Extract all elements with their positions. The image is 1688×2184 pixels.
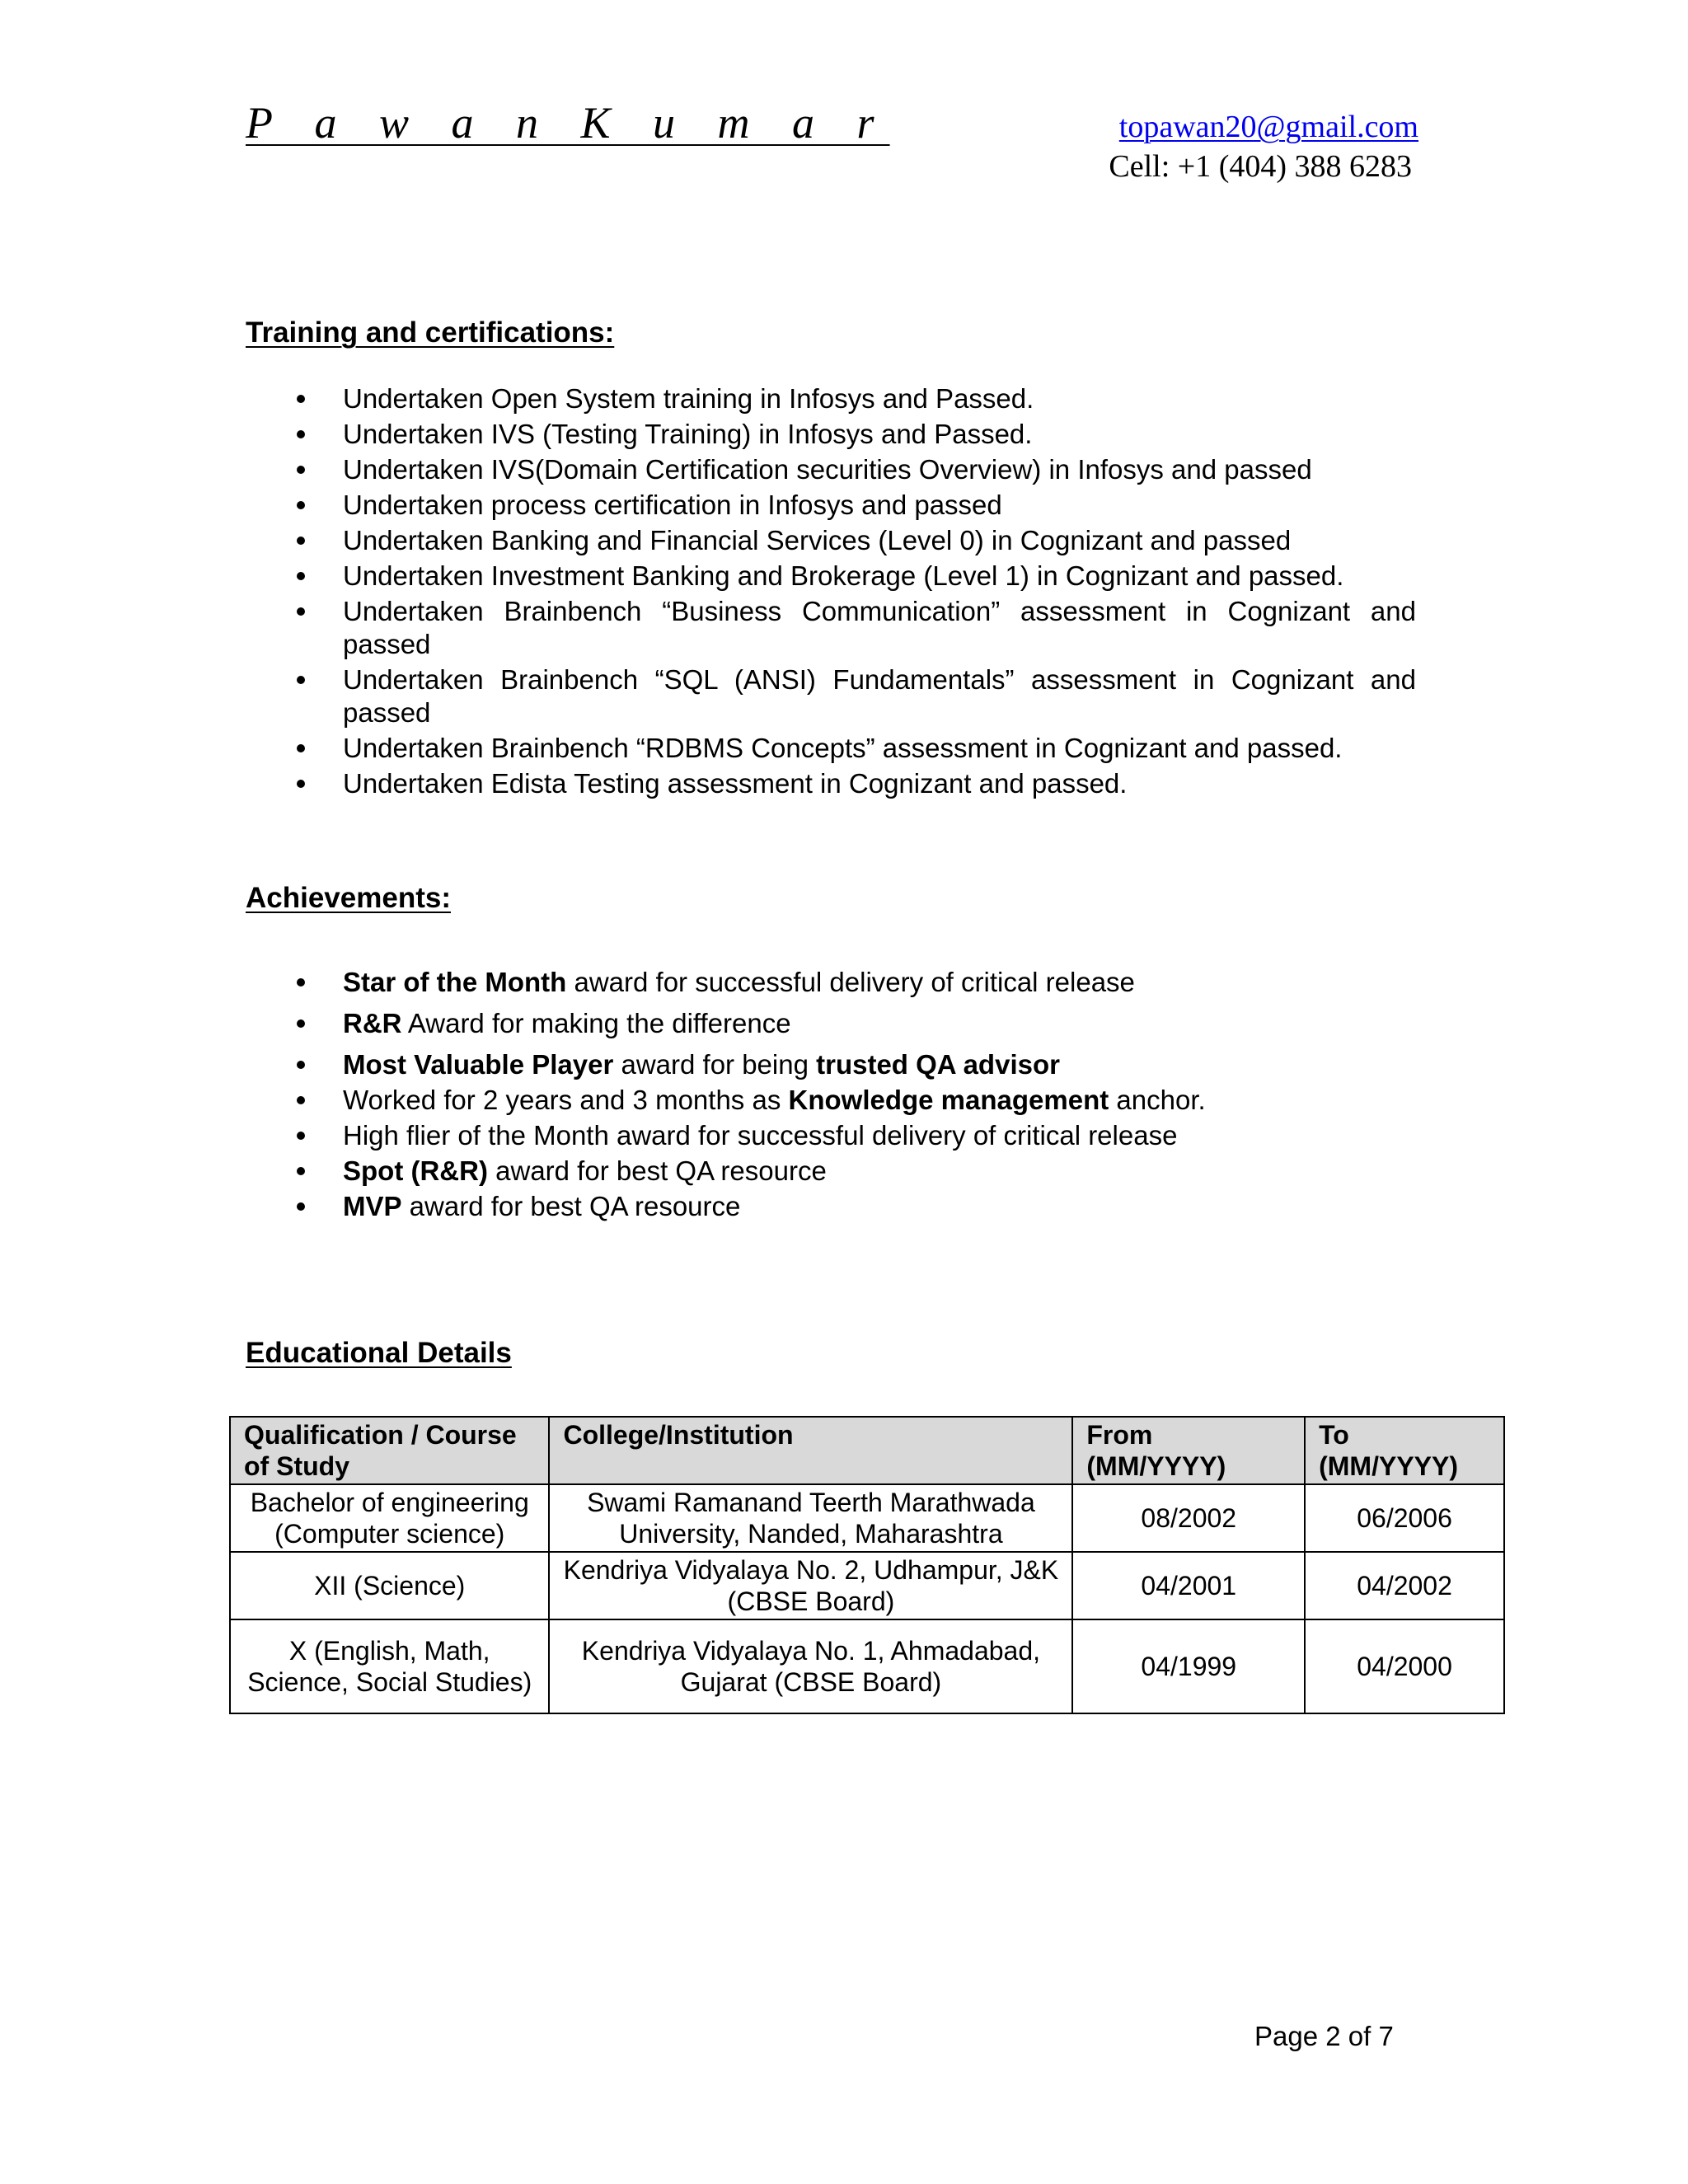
from-cell: 08/2002 <box>1072 1484 1305 1552</box>
to-cell: 06/2006 <box>1305 1484 1504 1552</box>
bullet-icon <box>297 1167 305 1175</box>
list-item: Most Valuable Player award for being trusted QA advisor <box>246 1048 1416 1081</box>
list-item: Undertaken Brainbench “SQL (ANSI) Fundamentals” assessment in Cognizant and passed <box>246 663 1416 729</box>
training-list <box>246 382 1416 803</box>
list-item: MVP award for best QA resource <box>246 1190 1416 1223</box>
bullet-icon <box>297 501 305 509</box>
bullet-icon <box>297 430 305 438</box>
achievements-heading: Achievements: <box>246 882 451 914</box>
qualification-cell: Bachelor of engineering (Computer science) <box>230 1484 549 1552</box>
bullet-icon <box>297 978 305 987</box>
email-link[interactable]: topawan20@gmail.com <box>1118 110 1418 144</box>
bullet-icon <box>297 537 305 545</box>
column-header: To (MM/YYYY) <box>1305 1417 1504 1484</box>
bullet-icon <box>297 466 305 474</box>
from-cell: 04/2001 <box>1072 1552 1305 1619</box>
bullet-icon <box>297 1096 305 1104</box>
bullet-icon <box>297 1202 305 1211</box>
page-number: Page 2 of 7 <box>1254 2021 1394 2051</box>
table-row <box>230 1484 1504 1552</box>
bullet-icon <box>297 1132 305 1140</box>
candidate-name: P a w a n K u m a r <box>246 98 890 148</box>
from-cell: 04/1999 <box>1072 1619 1305 1713</box>
bullet-icon <box>297 676 305 684</box>
bullet-icon <box>297 1019 305 1028</box>
list-item: Undertaken Brainbench “Business Communication” assessment in Cognizant and passed <box>246 595 1416 661</box>
list-item: Undertaken IVS (Testing Training) in Infosys and Passed. <box>246 418 1416 451</box>
bullet-icon <box>297 780 305 788</box>
achievements-list <box>246 966 1416 1226</box>
bullet-icon <box>297 395 305 403</box>
qualification-cell: X (English, Math, Science, Social Studies) <box>230 1619 549 1713</box>
list-item: Undertaken Brainbench “RDBMS Concepts” assessment in Cognizant and passed. <box>246 732 1416 765</box>
institution-cell: Kendriya Vidyalaya No. 1, Ahmadabad, Gujarat (CBSE Board) <box>549 1619 1072 1713</box>
list-item: High flier of the Month award for successful delivery of critical release <box>246 1119 1416 1152</box>
list-item: Worked for 2 years and 3 months as Knowledge management anchor. <box>246 1084 1416 1117</box>
list-item: Undertaken IVS(Domain Certification securities Overview) in Infosys and passed <box>246 453 1416 486</box>
list-item: Undertaken Open System training in Infosys and Passed. <box>246 382 1416 415</box>
table-header-row <box>230 1417 1504 1484</box>
table-row <box>230 1552 1504 1619</box>
list-item: Spot (R&R) award for best QA resource <box>246 1155 1416 1188</box>
institution-cell: Kendriya Vidyalaya No. 2, Udhampur, J&K (CBSE Board) <box>549 1552 1072 1619</box>
table-row <box>230 1619 1504 1713</box>
cell-phone: Cell: +1 (404) 388 6283 <box>1109 149 1412 184</box>
column-header: Qualification / Course of Study <box>230 1417 549 1484</box>
education-table <box>229 1416 1505 1714</box>
list-item: Undertaken Edista Testing assessment in Cognizant and passed. <box>246 767 1416 800</box>
education-heading: Educational Details <box>246 1337 512 1369</box>
bullet-icon <box>297 1061 305 1069</box>
bullet-icon <box>297 607 305 616</box>
column-header: College/Institution <box>549 1417 1072 1484</box>
list-item: Undertaken Banking and Financial Services (Level 0) in Cognizant and passed <box>246 524 1416 557</box>
bullet-icon <box>297 744 305 752</box>
list-item: Undertaken process certification in Infosys and passed <box>246 489 1416 522</box>
training-heading: Training and certifications: <box>246 316 615 349</box>
list-item: R&R Award for making the difference <box>246 1007 1416 1040</box>
institution-cell: Swami Ramanand Teerth Marathwada University, Nanded, Maharashtra <box>549 1484 1072 1552</box>
qualification-cell: XII (Science) <box>230 1552 549 1619</box>
bullet-icon <box>297 572 305 580</box>
to-cell: 04/2000 <box>1305 1619 1504 1713</box>
list-item: Star of the Month award for successful delivery of critical release <box>246 966 1416 999</box>
to-cell: 04/2002 <box>1305 1552 1504 1619</box>
column-header: From (MM/YYYY) <box>1072 1417 1305 1484</box>
list-item: Undertaken Investment Banking and Brokerage (Level 1) in Cognizant and passed. <box>246 560 1416 593</box>
